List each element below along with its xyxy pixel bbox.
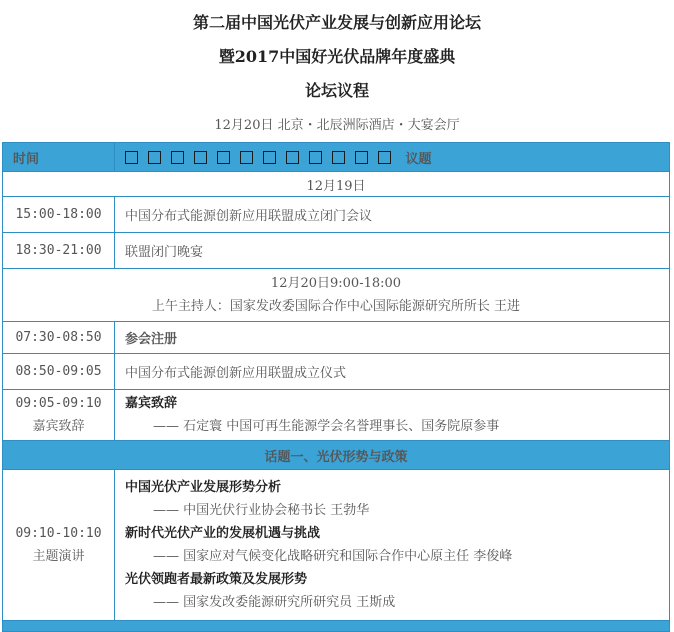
item-cell [115,390,670,441]
date-label: 12月20日9:00-18:00 [270,276,402,291]
forum-subtitle: 暨2017中国好光伏品牌年度盛典 [218,47,456,66]
placeholder-boxes-icon [125,152,401,167]
item-title: 嘉宾致辞 [125,396,178,411]
forum-title: 第二届中国光伏产业发展与创新应用论坛 [192,13,481,32]
section-row [3,621,670,632]
time-cell: 15:00-18:00 [3,197,115,233]
time-cell: 18:30-21:00 [3,233,115,269]
agenda-table [2,142,670,632]
table-header-row [3,143,670,172]
column-topic-label: 议题 [405,151,432,167]
speaker-line: —— 石定寰 中国可再生能源学会名誉理事长、国务院原参事 [153,419,500,434]
column-topic-header [115,143,670,172]
date-label: 12月19日 [3,172,670,197]
table-row [3,233,670,269]
venue-line: 12月20日 北京・北辰洲际酒店・大宴会厅 [214,118,460,133]
item-cell: 联盟闭门晚宴 [115,233,670,269]
talk-title: 中国光伏产业发展形势分析 [125,480,282,495]
session-type: 嘉宾致辞 [32,419,85,434]
item-cell: 中国分布式能源创新应用联盟成立仪式 [115,354,670,390]
speaker-line: —— 国家发改委能源研究所研究员 王斯成 [153,595,396,610]
item-cell: 中国分布式能源创新应用联盟成立闭门会议 [115,197,670,233]
time-cell: 07:30-08:50 [3,322,115,354]
date-host-cell [3,269,670,322]
host-label: 上午主持人：国家发改委国际合作中心国际能源研究所所长 王进 [151,299,521,314]
talk-title: 光伏领跑者最新政策及发展形势 [125,572,308,587]
table-row [3,390,670,441]
date-row-day2 [3,269,670,322]
column-time-header: 时间 [3,143,115,172]
date-row-day1 [3,172,670,197]
agenda-title: 论坛议程 [304,81,369,100]
time-cell: 08:50-09:05 [3,354,115,390]
talk-title: 新时代光伏产业的发展机遇与挑战 [125,526,321,541]
session-type: 主题演讲 [32,549,85,564]
table-row [3,470,670,621]
item-cell [115,470,670,621]
section-row [3,441,670,470]
table-row [3,197,670,233]
time-cell [3,470,115,621]
time-value: 09:05-09:10 [15,396,102,411]
time-value: 09:10-10:10 [15,526,102,541]
table-row [3,322,670,354]
section-title: 话题一、光伏形势与政策 [3,441,670,470]
section-strip [3,621,670,632]
time-cell [3,390,115,441]
table-row [3,354,670,390]
speaker-line: —— 中国光伏行业协会秘书长 王勃华 [153,503,370,518]
speaker-line: —— 国家应对气候变化战略研究和国际合作中心原主任 李俊峰 [153,549,513,564]
item-cell: 参会注册 [115,322,670,354]
